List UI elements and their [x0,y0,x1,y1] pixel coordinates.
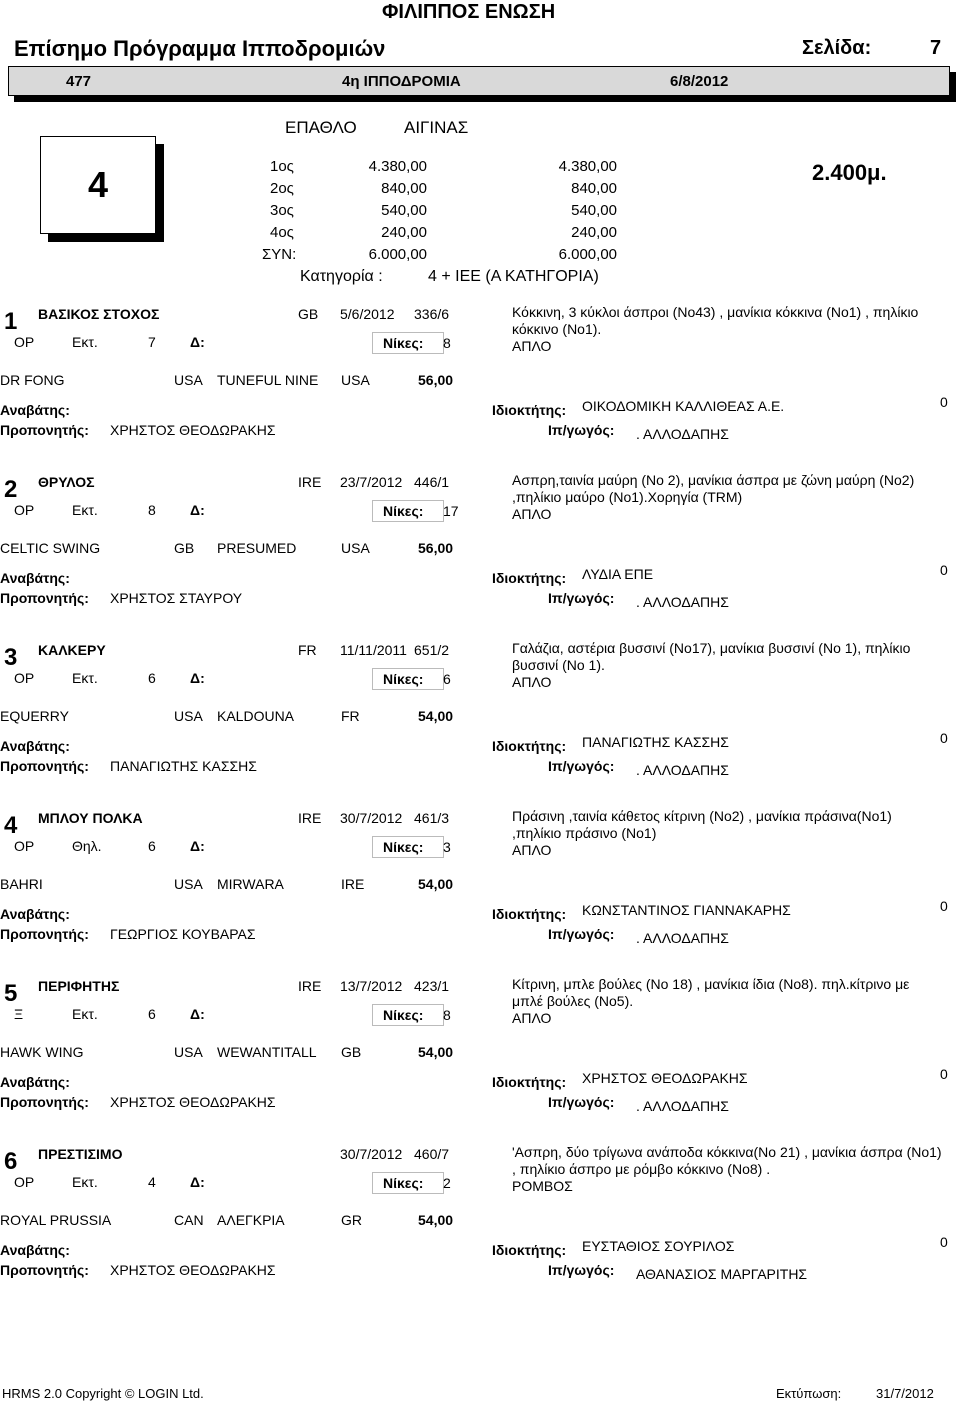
wins-box [372,500,459,522]
sire-country: USA [174,1044,203,1060]
prize-value: 840,00 [571,180,617,197]
jockey-label: Αναβάτης: [0,1242,70,1258]
print-date: 31/7/2012 [876,1386,934,1401]
wins-value: 8 [443,335,451,351]
horse-entry [0,1140,960,1300]
sire-country: CAN [174,1212,204,1228]
colours-extra: ΑΠΛΟ [512,1010,552,1026]
dam-name: MIRWARA [217,876,284,892]
dam-country: FR [341,708,360,724]
delta-label: Δ: [190,838,205,854]
jockey-label: Αναβάτης: [0,402,70,418]
breeder-name: . ΑΛΛΟΔΑΠΗΣ [636,930,729,946]
entry-zero: 0 [940,562,948,578]
trainer-name: ΧΡΗΣΤΟΣ ΘΕΟΔΩΡΑΚΗΣ [110,422,276,438]
horse-entry [0,804,960,964]
club-title: ΦΙΛΙΠΠΟΣ ΕΝΩΣΗ [382,1,556,23]
horse-number: 3 [4,644,18,671]
horse-color: Εκτ. [72,1174,98,1190]
horse-country: GB [298,306,319,322]
wins-value: 3 [443,839,451,855]
prize-value: 240,00 [381,224,427,241]
horse-color: Εκτ. [72,1006,98,1022]
horse-weight: 54,00 [418,708,454,724]
delta-label: Δ: [190,1174,205,1190]
delta-label: Δ: [190,670,205,686]
sire-name: EQUERRY [0,708,69,724]
breeder-label: Ιπ/γωγός: [548,758,615,774]
prize-place: 1ος [270,158,294,175]
horse-entry [0,972,960,1132]
colours-description: Κόκκινη, 3 κύκλοι άσπροι (Νο43) , μανίκια κόκκινα (Νο1) , πηλίκιο κόκκινο (Νο1). [512,304,919,337]
horse-date: 11/11/2011 [340,642,407,658]
horse-number: 5 [4,980,18,1007]
horse-name: ΚΑΛΚΕΡΥ [38,642,106,658]
horse-sex: ΟΡ [14,838,35,854]
breeder-label: Ιπ/γωγός: [548,1262,615,1278]
horse-color: Εκτ. [72,334,98,350]
owner-label: Ιδιοκτήτης: [492,1074,567,1090]
prize-place: 3ος [270,202,294,219]
wins-value: 2 [443,1175,451,1191]
breeder-label: Ιπ/γωγός: [548,926,615,942]
horse-colours [512,808,942,859]
wins-value: 8 [443,1007,451,1023]
race-number: 4 [87,164,109,205]
sire-country: USA [174,876,203,892]
prize-value: 540,00 [381,202,427,219]
sire-country: GB [174,540,195,556]
colours-extra: ΑΠΛΟ [512,506,552,522]
sire-name: BAHRI [0,876,43,892]
dam-country: GR [341,1212,362,1228]
horse-colours [512,1144,942,1195]
prize-place: 2ος [270,180,294,197]
horse-sex: ΟΡ [14,334,35,350]
wins-label: Νίκες: [383,671,424,687]
jockey-label: Αναβάτης: [0,1074,70,1090]
entry-zero: 0 [940,394,948,410]
breeder-label: Ιπ/γωγός: [548,422,615,438]
horse-country: IRE [298,978,322,994]
race-type: ΕΠΑΘΛΟ [285,118,357,137]
horse-colours [512,976,942,1027]
horse-country: IRE [298,474,322,490]
sire-country: USA [174,708,203,724]
breeder-label: Ιπ/γωγός: [548,1094,615,1110]
wins-label: Νίκες: [383,1007,424,1023]
dam-name: PRESUMED [217,540,297,556]
jockey-label: Αναβάτης: [0,570,70,586]
horse-color: Θηλ. [72,838,102,854]
horse-code: 336/6 [414,306,450,322]
dam-country: USA [341,540,370,556]
colours-description: 'Ασπρη, δύο τρίγωνα ανάποδα κόκκινα(Νο 21) , μανίκια άσπρα (Νο1) , πηλίκιο άσπρο με ρόμβο κόκκινο (Νο8) . [512,1144,942,1177]
horse-weight: 54,00 [418,876,454,892]
breeder-label: Ιπ/γωγός: [548,590,615,606]
colours-description: Κίτρινη, μπλε βούλες (Νο 18) , μανίκια ίδια (Νο8). πηλ.κίτρινο με μπλέ βούλες (Νο5). [512,976,910,1009]
entry-zero: 0 [940,1234,948,1250]
horse-sex: ΟΡ [14,502,35,518]
horse-number: 2 [4,476,18,503]
dam-country: GB [341,1044,362,1060]
breeder-name: . ΑΛΛΟΔΑΠΗΣ [636,1098,729,1114]
horse-entry [0,468,960,628]
horse-age: 4 [148,1174,156,1190]
dam-country: IRE [341,876,365,892]
horse-date: 30/7/2012 [340,1146,403,1162]
owner-name: ΕΥΣΤΑΘΙΟΣ ΣΟΥΡΙΛΟΣ [582,1238,735,1254]
prize-place: 4ος [270,224,294,241]
horse-sex: ΟΡ [14,1174,35,1190]
prize-value: 840,00 [381,180,427,197]
horse-code: 461/3 [414,810,450,826]
trainer-name: ΠΑΝΑΓΙΩΤΗΣ ΚΑΣΣΗΣ [110,758,257,774]
entry-zero: 0 [940,898,948,914]
race-distance: 2.400μ. [812,160,887,185]
prize-value: 540,00 [571,202,617,219]
horse-date: 13/7/2012 [340,978,403,994]
print-label: Εκτύπωση: [776,1386,842,1401]
wins-label: Νίκες: [383,503,424,519]
owner-name: ΠΑΝΑΓΙΩΤΗΣ ΚΑΣΣΗΣ [582,734,729,750]
owner-name: ΛΥΔΙΑ ΕΠΕ [582,566,654,582]
wins-value: 17 [443,503,459,519]
dam-country: USA [341,372,370,388]
race-name: ΑΙΓΙΝΑΣ [404,118,469,137]
horse-name: ΘΡΥΛΟΣ [38,474,95,490]
horse-age: 7 [148,334,156,350]
trainer-label: Προπονητής: [0,422,89,438]
owner-label: Ιδιοκτήτης: [492,1242,567,1258]
horse-code: 651/2 [414,642,450,658]
horse-sex: ΟΡ [14,670,35,686]
wins-box [372,1004,451,1026]
horse-colours [512,472,942,523]
sire-country: USA [174,372,203,388]
sire-name: ROYAL PRUSSIA [0,1212,112,1228]
horse-age: 6 [148,838,156,854]
race-info-bar [8,66,950,96]
horse-date: 23/7/2012 [340,474,403,490]
horse-weight: 56,00 [418,372,454,388]
owner-label: Ιδιοκτήτης: [492,570,567,586]
colours-description: Πράσινη ,ταινία κάθετος κίτρινη (Νο2) , μανίκια πράσινα(Νο1) ,πηλίκιο πράσινο (Νο1) [512,808,892,841]
trainer-name: ΓΕΩΡΓΙΟΣ ΚΟΥΒΑΡΑΣ [110,926,256,942]
dam-name: ΑΛΕΓΚΡΙΑ [217,1212,285,1228]
horse-sex: Ξ [14,1006,24,1022]
prize-value: 6.000,00 [558,246,617,263]
breeder-name: . ΑΛΛΟΔΑΠΗΣ [636,426,729,442]
colours-extra: ΑΠΛΟ [512,674,552,690]
category-label: Κατηγορία : [300,268,383,285]
trainer-name: ΧΡΗΣΤΟΣ ΘΕΟΔΩΡΑΚΗΣ [110,1094,276,1110]
horse-color: Εκτ. [72,670,98,686]
horse-code: 446/1 [414,474,450,490]
wins-label: Νίκες: [383,335,424,351]
dam-name: WEWANTITALL [217,1044,317,1060]
breeder-name: ΑΘΑΝΑΣΙΟΣ ΜΑΡΓΑΡΙΤΗΣ [636,1266,808,1282]
race-day: 4η ΙΠΠΟΔΡΟΜΙΑ [342,73,461,90]
entry-zero: 0 [940,1066,948,1082]
sire-name: CELTIC SWING [0,540,101,556]
horse-code: 423/1 [414,978,450,994]
wins-box [372,332,451,354]
horse-colours [512,304,942,355]
trainer-label: Προπονητής: [0,590,89,606]
owner-label: Ιδιοκτήτης: [492,402,567,418]
sire-name: HAWK WING [0,1044,84,1060]
colours-extra: ΑΠΛΟ [512,338,552,354]
delta-label: Δ: [190,334,205,350]
owner-name: ΧΡΗΣΤΟΣ ΘΕΟΔΩΡΑΚΗΣ [582,1070,748,1086]
trainer-label: Προπονητής: [0,1262,89,1278]
entry-zero: 0 [940,730,948,746]
prize-value: 4.380,00 [558,158,617,175]
owner-name: ΟΙΚΟΔΟΜΙΚΗ ΚΑΛΛΙΘΕΑΣ Α.Ε. [582,398,785,414]
owner-label: Ιδιοκτήτης: [492,738,567,754]
wins-label: Νίκες: [383,1175,424,1191]
jockey-label: Αναβάτης: [0,738,70,754]
race-number-box [40,136,156,234]
trainer-name: ΧΡΗΣΤΟΣ ΣΤΑΥΡΟΥ [110,590,243,606]
horse-name: ΠΡΕΣΤΙΣΙΜΟ [38,1146,123,1162]
category-value: 4 + ΙΕΕ (Α ΚΑΤΗΓΟΡΙΑ) [428,268,599,285]
dam-name: TUNEFUL NINE [217,372,319,388]
breeder-name: . ΑΛΛΟΔΑΠΗΣ [636,594,729,610]
horse-country: FR [298,642,317,658]
horse-country: IRE [298,810,322,826]
horse-colours [512,640,942,691]
trainer-label: Προπονητής: [0,926,89,942]
sire-name: DR FONG [0,372,65,388]
horse-entry [0,636,960,796]
horse-color: Εκτ. [72,502,98,518]
colours-description: Ασπρη,ταινία μαύρη (Νο 2), μανίκια άσπρα με ζώνη μαύρη (Νο2) ,πηλίκιο μαύρο (Νο1).Χορηγία (TRM) [512,472,915,505]
page-number: 7 [930,37,942,59]
horse-date: 5/6/2012 [340,306,395,322]
horse-code: 460/7 [414,1146,450,1162]
page-title: Επίσημο Πρόγραμμα Ιπποδρομιών [14,36,386,61]
horse-name: ΒΑΣΙΚΟΣ ΣΤΟΧΟΣ [38,306,160,322]
delta-label: Δ: [190,502,205,518]
owner-label: Ιδιοκτήτης: [492,906,567,922]
horse-entry [0,300,960,460]
wins-box [372,836,451,858]
horse-age: 6 [148,1006,156,1022]
wins-value: 6 [443,671,451,687]
prize-value: 6.000,00 [368,246,427,263]
trainer-name: ΧΡΗΣΤΟΣ ΘΕΟΔΩΡΑΚΗΣ [110,1262,276,1278]
horse-weight: 54,00 [418,1212,454,1228]
horse-number: 6 [4,1148,18,1175]
dam-name: KALDOUNA [217,708,295,724]
delta-label: Δ: [190,1006,205,1022]
prize-value: 240,00 [571,224,617,241]
horse-number: 4 [4,812,18,839]
page-label: Σελίδα: [802,37,872,59]
colours-extra: ΡΟΜΒΟΣ [512,1178,573,1194]
horse-age: 6 [148,670,156,686]
trainer-label: Προπονητής: [0,758,89,774]
program-number: 477 [66,73,92,90]
wins-box [372,1172,451,1194]
horse-weight: 56,00 [418,540,454,556]
colours-description: Γαλάζια, αστέρια βυσσινί (Νο17), μανίκια βυσσινί (Νο 1), πηλίκιο βυσσινί (Νο 1). [512,640,911,673]
horse-number: 1 [4,308,18,335]
prize-place: ΣΥΝ: [262,246,297,263]
trainer-label: Προπονητής: [0,1094,89,1110]
jockey-label: Αναβάτης: [0,906,70,922]
colours-extra: ΑΠΛΟ [512,842,552,858]
footer-copyright: HRMS 2.0 Copyright © LOGIN Ltd. [2,1386,204,1401]
prize-value: 4.380,00 [368,158,427,175]
horse-age: 8 [148,502,156,518]
breeder-name: . ΑΛΛΟΔΑΠΗΣ [636,762,729,778]
horse-date: 30/7/2012 [340,810,403,826]
wins-label: Νίκες: [383,839,424,855]
race-date: 6/8/2012 [670,73,729,90]
horse-name: ΜΠΛΟΥ ΠΟΛΚΑ [38,810,143,826]
wins-box [372,668,451,690]
owner-name: ΚΩΝΣΤΑΝΤΙΝΟΣ ΓΙΑΝΝΑΚΑΡΗΣ [582,902,791,918]
horse-name: ΠΕΡΙΦΗΤΗΣ [38,978,120,994]
horse-weight: 54,00 [418,1044,454,1060]
